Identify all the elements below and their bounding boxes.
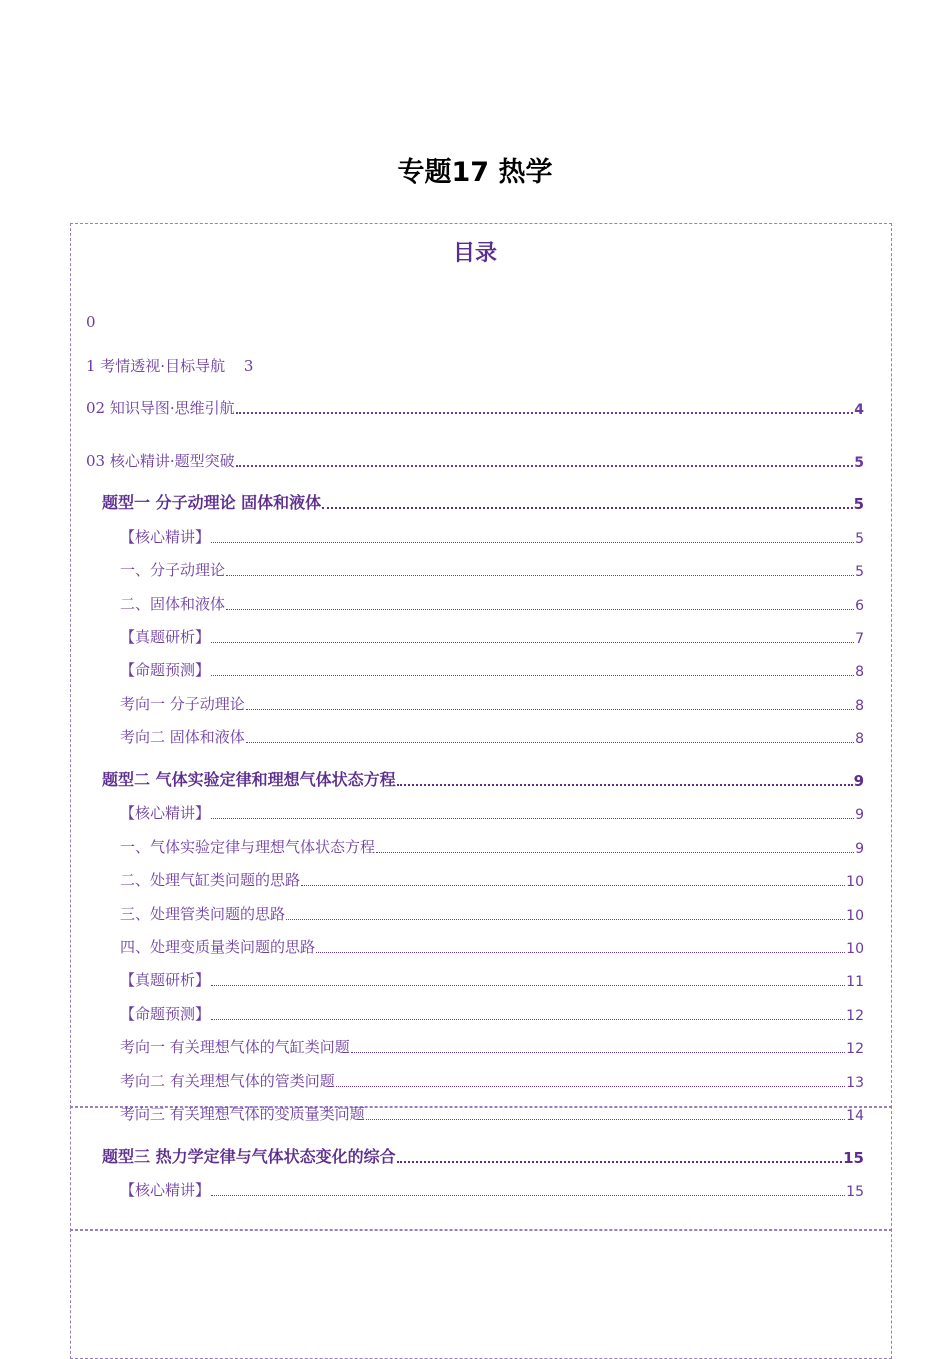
toc-entry-type-3[interactable] (102, 1145, 864, 1167)
toc-dot-leader (211, 542, 854, 543)
toc-entry-predictions[interactable] (120, 1002, 864, 1024)
toc-dot-leader (211, 642, 854, 643)
toc-dot-leader (211, 1195, 845, 1196)
toc-entry-solids-liquids[interactable] (120, 592, 864, 614)
toc-entry-text: 考向二 有关理想气体的管类问题 (120, 1072, 335, 1090)
toc-entry-cylinder-problems[interactable] (120, 1035, 864, 1057)
toc-entry-text: 考向三 有关理想气体的变质量类问题 (120, 1105, 365, 1123)
toc-dot-leader (226, 609, 854, 610)
toc-entry-variable-mass-problems[interactable] (120, 1102, 864, 1124)
toc-entry-page: 9 (855, 807, 864, 823)
toc-entry-page: 7 (855, 631, 864, 647)
toc-entry-page: 15 (846, 1184, 864, 1200)
toc-entry-text: 考向二 固体和液体 (120, 728, 245, 746)
toc-entry-past-exams[interactable] (120, 625, 864, 647)
toc-entry-text: 二、处理气缸类问题的思路 (120, 871, 301, 889)
toc-dot-leader (226, 575, 854, 576)
toc-entry-core[interactable] (120, 1178, 864, 1200)
toc-dot-leader (236, 412, 854, 414)
toc-entry-cylinder-method[interactable] (120, 868, 864, 890)
toc-entry-molecular-theory[interactable] (120, 558, 864, 580)
toc-entry-page: 13 (846, 1075, 864, 1091)
toc-entry-bare-0[interactable] (86, 313, 96, 331)
toc-dot-leader (211, 818, 854, 819)
toc-entry-page: 6 (855, 598, 864, 614)
toc-entry-text: 02 知识导图·思维引航 (86, 399, 235, 417)
toc-dot-leader (322, 507, 852, 509)
toc-entry-direction-2[interactable] (120, 725, 864, 747)
toc-entry-page: 5 (855, 531, 864, 547)
toc-entry-page: 10 (846, 941, 864, 957)
toc-entry-page: 11 (846, 974, 864, 990)
toc-entry-text: 【真题研析】 (120, 628, 211, 646)
toc-entry-page: 8 (855, 664, 864, 680)
toc-entry-page: 9 (855, 841, 864, 857)
toc-entry-page: 15 (843, 1149, 864, 1167)
toc-entry-page: 12 (846, 1041, 864, 1057)
toc-entry-direction-1[interactable] (120, 692, 864, 714)
toc-entry-type-1[interactable] (102, 491, 864, 513)
toc-entry-core[interactable] (120, 801, 864, 823)
toc-dot-leader (301, 885, 845, 886)
toc-entry-page: 5 (853, 495, 864, 513)
toc-entry-text: 一、分子动理论 (120, 561, 226, 579)
toc-entry-text: 【命题预测】 (120, 661, 211, 679)
toc-entry-text: 四、处理变质量类问题的思路 (120, 938, 316, 956)
toc-entry-gas-laws[interactable] (120, 835, 864, 857)
toc-entry-text: 三、处理管类问题的思路 (120, 905, 286, 923)
toc-entry-variable-mass-method[interactable] (120, 935, 864, 957)
toc-dot-leader (376, 852, 854, 853)
toc-entry-knowledge-map[interactable] (86, 396, 864, 418)
toc-entry-text: 二、固体和液体 (120, 595, 226, 613)
toc-dot-leader (351, 1052, 845, 1053)
toc-entry-predictions[interactable] (120, 658, 864, 680)
toc-entry-core[interactable] (120, 525, 864, 547)
toc-dot-leader (211, 675, 854, 676)
toc-dot-leader (246, 709, 854, 710)
toc-entry-past-exams[interactable] (120, 968, 864, 990)
toc-dot-leader (316, 952, 845, 953)
toc-dot-leader (211, 985, 845, 986)
toc-entry-text: 【核心精讲】 (120, 528, 211, 546)
toc-dot-leader (336, 1086, 845, 1087)
toc-dot-leader (211, 1019, 845, 1020)
toc-entry-page: 3 (243, 357, 254, 375)
toc-entry-text: 0 (86, 313, 96, 331)
toc-entry-text: 题型二 气体实验定律和理想气体状态方程 (102, 770, 396, 789)
toc-entry-text: 题型三 热力学定律与气体状态变化的综合 (102, 1147, 396, 1166)
toc-entry-page: 8 (855, 698, 864, 714)
toc-dot-leader (236, 465, 854, 467)
toc-entry-page: 10 (846, 908, 864, 924)
toc-entry-page: 14 (846, 1108, 864, 1124)
toc-dot-leader (366, 1119, 845, 1120)
toc-entry-page: 5 (855, 564, 864, 580)
toc-dot-leader (397, 784, 853, 786)
toc-entry-page: 12 (846, 1008, 864, 1024)
toc-entry-core-explain[interactable] (86, 449, 864, 471)
toc-entry-tube-method[interactable] (120, 902, 864, 924)
toc-entry-bare-1[interactable] (86, 355, 253, 376)
toc-entry-text: 一、气体实验定律与理想气体状态方程 (120, 838, 376, 856)
toc-entry-text: 03 核心精讲·题型突破 (86, 452, 235, 470)
toc-entry-text: 【核心精讲】 (120, 1181, 211, 1199)
toc-dot-leader (246, 742, 854, 743)
document-title: 专题17 热学 (397, 157, 553, 188)
toc-entry-page: 4 (854, 402, 864, 418)
toc-frame-bottom (70, 1229, 892, 1359)
toc-entry-tube-problems[interactable] (120, 1069, 864, 1091)
toc-entry-text: 考向一 分子动理论 (120, 695, 245, 713)
toc-entry-text: 【命题预测】 (120, 1005, 211, 1023)
toc-entry-page: 9 (853, 772, 864, 790)
toc-entry-page: 10 (846, 874, 864, 890)
toc-dot-leader (397, 1161, 843, 1163)
toc-entry-text: 题型一 分子动理论 固体和液体 (102, 493, 322, 512)
toc-entry-text: 【核心精讲】 (120, 804, 211, 822)
toc-dot-leader (286, 919, 845, 920)
toc-entry-page: 8 (855, 731, 864, 747)
toc-heading: 目录 (452, 241, 497, 266)
toc-entry-type-2[interactable] (102, 768, 864, 790)
toc-entry-text: 考向一 有关理想气体的气缸类问题 (120, 1038, 350, 1056)
toc-entry-text: 1 考情透视·目标导航 (86, 357, 226, 375)
toc-entry-text: 【真题研析】 (120, 971, 211, 989)
toc-entry-page: 5 (854, 455, 864, 471)
toc-frame-middle (70, 1106, 892, 1231)
